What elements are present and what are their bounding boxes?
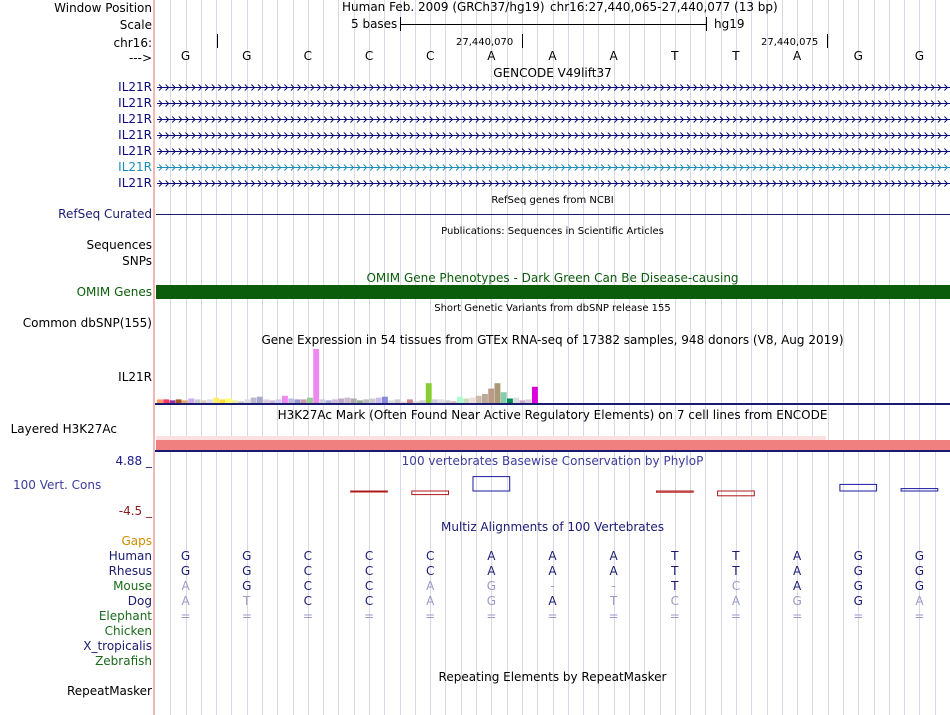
multiz-aligned-base: G <box>914 549 925 563</box>
gencode-transcript-intron[interactable] <box>155 80 950 94</box>
multiz-aligned-base: G <box>853 549 863 563</box>
multiz-aligned-base: A <box>915 594 924 608</box>
gtex-tissue-bar <box>201 400 207 403</box>
gtex-tissue-bar <box>407 399 413 403</box>
base-letter: A <box>609 49 618 63</box>
multiz-aligned-base: G <box>486 594 496 608</box>
multiz-aligned-base: G <box>242 564 252 578</box>
refseq-curated-label[interactable]: RefSeq Curated <box>58 207 152 221</box>
multiz-aligned-base: C <box>364 594 374 608</box>
gtex-tissue-bar <box>395 399 401 403</box>
gtex-tissue-bar <box>182 400 188 403</box>
gtex-tissue-bar <box>345 398 351 403</box>
multiz-aligned-base: A <box>487 549 496 563</box>
multiz-aligned-base: = <box>486 609 497 623</box>
multiz-aligned-base: A <box>181 594 190 608</box>
gtex-tissue-bar <box>363 399 369 403</box>
gtex-tissue-bar <box>282 396 288 403</box>
multiz-aligned-base: A <box>793 549 802 563</box>
multiz-aligned-base: A <box>793 564 802 578</box>
gtex-tissue-bar <box>513 398 519 403</box>
h3k27ac-label[interactable]: Layered H3K27Ac <box>10 422 117 436</box>
multiz-aligned-base: = <box>364 609 375 623</box>
gtex-tissue-bar <box>451 401 457 403</box>
phylop-score-mark <box>473 477 510 491</box>
multiz-aligned-base: G <box>242 579 252 593</box>
multiz-aligned-base: C <box>425 549 435 563</box>
gencode-transcript-intron[interactable] <box>155 128 950 142</box>
gtex-tissue-bar <box>420 400 426 403</box>
gtex-tissue-bar <box>288 399 294 404</box>
gencode-transcript-label[interactable]: IL21R <box>118 96 152 110</box>
gtex-tissue-bar <box>438 399 444 403</box>
scale-text: 5 bases <box>351 17 398 31</box>
multiz-aligned-base: = <box>608 609 619 623</box>
gtex-tissue-bar <box>520 400 526 403</box>
multiz-aligned-base: A <box>426 579 435 593</box>
gtex-tissue-bar <box>488 389 494 403</box>
multiz-species-label[interactable]: Dog <box>127 594 152 608</box>
multiz-track-title[interactable]: Multiz Alignments of 100 Vertebrates <box>440 520 665 534</box>
multiz-aligned-base: T <box>609 594 618 608</box>
gtex-tissue-bar <box>532 387 538 403</box>
gtex-tissue-bar <box>526 399 532 403</box>
gtex-tissue-bar <box>332 399 338 403</box>
multiz-aligned-base: = <box>792 609 803 623</box>
multiz-species-label[interactable]: X_tropicalis <box>83 639 152 653</box>
gtex-baseline <box>155 403 950 405</box>
multiz-aligned-base: = <box>730 609 741 623</box>
gtex-gene-label[interactable]: IL21R <box>118 370 152 384</box>
phylop-score-mark <box>412 491 449 495</box>
base-letter: C <box>303 49 313 63</box>
multiz-aligned-base: G <box>914 579 925 593</box>
gencode-transcript-intron[interactable] <box>155 160 950 174</box>
phylop-score-mark <box>657 491 694 492</box>
multiz-aligned-base: A <box>609 564 618 578</box>
base-letter: G <box>914 49 925 63</box>
multiz-aligned-base: T <box>671 579 679 593</box>
multiz-aligned-base: A <box>793 579 802 593</box>
multiz-aligned-base: T <box>671 564 679 578</box>
gtex-tissue-bar <box>457 397 463 403</box>
gtex-tissue-bar <box>245 399 251 403</box>
publications-track-title[interactable]: Publications: Sequences in Scientific Articles <box>441 226 664 237</box>
base-letter: T <box>671 49 679 63</box>
base-letter: A <box>793 49 802 63</box>
gtex-tissue-bar <box>176 399 182 403</box>
multiz-aligned-base: = <box>302 609 313 623</box>
gtex-tissue-bar <box>326 400 332 403</box>
gtex-tissue-bar <box>376 398 382 403</box>
gencode-transcript-label[interactable]: IL21R <box>118 128 152 142</box>
base-letter: G <box>242 49 252 63</box>
phylop-conservation-chart[interactable] <box>155 468 950 518</box>
coord-tick <box>217 34 218 48</box>
gencode-transcript-intron[interactable] <box>155 176 950 190</box>
multiz-aligned-base: A <box>548 594 557 608</box>
gencode-transcript-label[interactable]: IL21R <box>118 160 152 174</box>
strand-label: ---> <box>128 51 152 65</box>
repeatmasker-label[interactable]: RepeatMasker <box>66 684 152 698</box>
multiz-aligned-base: G <box>853 564 863 578</box>
gtex-tissue-bar <box>470 398 476 403</box>
snps-label[interactable]: SNPs <box>122 254 152 268</box>
multiz-aligned-base: T <box>732 549 740 563</box>
multiz-aligned-base: = <box>853 609 864 623</box>
scale-bar <box>400 17 707 31</box>
gtex-tissue-bar <box>382 397 388 403</box>
repeatmasker-track-title[interactable]: Repeating Elements by RepeatMasker <box>438 670 667 684</box>
gencode-transcript-label[interactable]: IL21R <box>118 112 152 126</box>
phylop-score-mark <box>840 484 877 491</box>
gtex-tissue-bar <box>476 396 482 403</box>
multiz-aligned-base: C <box>364 549 374 563</box>
gtex-tissue-bar <box>263 399 269 403</box>
assembly-text: Human Feb. 2009 (GRCh37/hg19) <box>342 0 545 14</box>
multiz-aligned-base: - <box>550 579 555 593</box>
phylop-track-title[interactable]: 100 vertebrates Basewise Conservation by PhyloP <box>401 454 704 468</box>
gtex-tissue-bar <box>401 401 407 403</box>
gtex-expression-chart[interactable] <box>155 345 950 405</box>
gtex-track-title[interactable]: Gene Expression in 54 tissues from GTEx RNA-seq of 17382 samples, 948 donors (V8, Aug 2019) <box>261 333 844 347</box>
phylop-score-mark <box>718 491 755 496</box>
multiz-aligned-base: = <box>425 609 436 623</box>
gtex-tissue-bar <box>213 398 219 403</box>
multiz-aligned-base: C <box>303 579 313 593</box>
multiz-aligned-base: C <box>303 594 313 608</box>
multiz-aligned-base: = <box>180 609 191 623</box>
multiz-aligned-base: C <box>303 564 313 578</box>
gtex-tissue-bar <box>507 399 513 404</box>
multiz-aligned-base: G <box>914 564 925 578</box>
gtex-tissue-bar <box>276 399 282 403</box>
gtex-tissue-bar <box>220 399 226 403</box>
gencode-transcript-label[interactable]: IL21R <box>118 144 152 158</box>
multiz-aligned-base: A <box>181 579 190 593</box>
phylop-score-mark <box>351 491 388 492</box>
multiz-aligned-base: C <box>364 564 374 578</box>
base-letter: A <box>548 49 557 63</box>
gtex-tissue-bar <box>226 399 232 404</box>
track-divider <box>155 450 950 452</box>
dbsnp-label[interactable]: Common dbSNP(155) <box>22 316 152 330</box>
refseq-gene-line[interactable] <box>156 214 950 215</box>
coord-label: 27,440,075 <box>761 37 819 48</box>
gtex-tissue-bar <box>357 400 363 403</box>
gtex-tissue-bar <box>257 397 263 403</box>
gtex-tissue-bar <box>338 399 344 404</box>
multiz-aligned-base: T <box>243 594 251 608</box>
multiz-aligned-base: A <box>609 549 618 563</box>
gtex-tissue-bar <box>388 400 394 403</box>
gtex-tissue-bar <box>370 399 376 404</box>
gencode-track-title[interactable]: GENCODE V49lift37 <box>493 66 612 80</box>
multiz-aligned-base: T <box>671 549 679 563</box>
gaps-label[interactable]: Gaps <box>121 534 152 548</box>
gtex-tissue-bar <box>163 399 169 403</box>
gtex-tissue-bar <box>170 400 176 403</box>
gtex-tissue-bar <box>445 400 451 403</box>
multiz-aligned-base: A <box>548 549 557 563</box>
multiz-aligned-base: C <box>364 579 374 593</box>
scale-label: Scale <box>119 18 152 32</box>
gtex-tissue-bar <box>207 399 213 403</box>
gtex-tissue-bar <box>482 394 488 403</box>
gtex-tissue-bar <box>270 400 276 403</box>
gtex-tissue-bar <box>413 401 419 403</box>
gtex-tissue-bar <box>432 399 438 403</box>
gencode-transcript-intron[interactable] <box>155 96 950 110</box>
multiz-aligned-base: - <box>611 579 616 593</box>
multiz-species-label[interactable]: Rhesus <box>108 564 152 578</box>
multiz-aligned-base: G <box>853 594 863 608</box>
gtex-tissue-bar <box>463 399 469 404</box>
base-letter: G <box>853 49 863 63</box>
db-text: hg19 <box>714 17 745 31</box>
position-text: chr16:27,440,065-27,440,077 (13 bp) <box>550 0 778 14</box>
multiz-species-label[interactable]: Mouse <box>113 579 152 593</box>
dbsnp-track-title[interactable]: Short Genetic Variants from dbSNP release 155 <box>434 303 671 314</box>
window-position-label: Window Position <box>54 1 152 15</box>
omim-track-title[interactable]: OMIM Gene Phenotypes - Dark Green Can Be Disease-causing <box>366 271 739 285</box>
multiz-aligned-base: G <box>792 594 802 608</box>
multiz-aligned-base: C <box>425 564 435 578</box>
gtex-tissue-bar <box>195 399 201 403</box>
phylop-score-mark <box>901 489 938 491</box>
multiz-aligned-base: T <box>732 564 740 578</box>
gtex-tissue-bar <box>313 349 319 403</box>
phylop-min-label: -4.5 _ <box>118 504 152 518</box>
gtex-tissue-bar <box>351 399 357 404</box>
gtex-tissue-bar <box>188 399 194 404</box>
omim-genes-label[interactable]: OMIM Genes <box>76 285 152 299</box>
omim-gene-bar[interactable] <box>156 285 950 299</box>
gtex-tissue-bar <box>238 401 244 403</box>
coord-tick <box>522 34 523 48</box>
multiz-aligned-base: C <box>670 594 679 608</box>
base-letter: C <box>364 49 374 63</box>
multiz-aligned-base: G <box>180 549 191 563</box>
multiz-aligned-base: = <box>669 609 680 623</box>
gtex-tissue-bar <box>495 383 501 403</box>
gtex-tissue-bar <box>232 400 238 403</box>
sequences-label[interactable]: Sequences <box>86 238 152 252</box>
coord-label: 27,440,070 <box>456 37 514 48</box>
coord-tick <box>827 34 828 48</box>
gtex-tissue-bar <box>295 399 301 403</box>
gencode-transcript-intron[interactable] <box>155 112 950 126</box>
chrom-label: chr16: <box>113 36 152 50</box>
refseq-track-title[interactable]: RefSeq genes from NCBI <box>491 195 614 206</box>
gtex-tissue-bar <box>501 392 507 403</box>
multiz-species-label[interactable]: Chicken <box>104 624 152 638</box>
gencode-transcript-intron[interactable] <box>155 144 950 158</box>
multiz-species-label[interactable]: Zebrafish <box>95 654 152 668</box>
multiz-species-label[interactable]: Elephant <box>98 609 152 623</box>
multiz-aligned-base: C <box>303 549 313 563</box>
multiz-aligned-base: = <box>241 609 252 623</box>
multiz-aligned-base: A <box>487 564 496 578</box>
multiz-aligned-base: A <box>548 564 557 578</box>
h3k27ac-signal[interactable] <box>156 440 950 450</box>
gtex-tissue-bar <box>301 399 307 403</box>
gencode-transcript-label[interactable]: IL21R <box>118 80 152 94</box>
multiz-aligned-base: A <box>426 594 435 608</box>
multiz-aligned-base: G <box>853 579 863 593</box>
multiz-aligned-base: C <box>731 579 741 593</box>
multiz-species-label[interactable]: Human <box>108 549 152 563</box>
gtex-tissue-bar <box>251 398 257 403</box>
gtex-tissue-bar <box>157 399 163 403</box>
phylop-max-label: 4.88 _ <box>115 454 152 468</box>
base-letter: C <box>425 49 435 63</box>
multiz-aligned-base: G <box>180 564 191 578</box>
gtex-tissue-bar <box>426 383 432 403</box>
gtex-tissue-bar <box>307 398 313 403</box>
multiz-aligned-base: A <box>731 594 741 608</box>
multiz-aligned-base: = <box>914 609 925 623</box>
multiz-aligned-base: G <box>242 549 252 563</box>
gencode-transcript-label[interactable]: IL21R <box>118 176 152 190</box>
multiz-aligned-base: G <box>486 579 496 593</box>
base-letter: A <box>487 49 496 63</box>
phylop-label[interactable]: 100 Vert. Cons <box>13 478 102 492</box>
base-letter: G <box>180 49 191 63</box>
multiz-aligned-base: = <box>547 609 558 623</box>
h3k27ac-track-title[interactable]: H3K27Ac Mark (Often Found Near Active Regulatory Elements) on 7 cell lines from ENCODE <box>277 408 828 422</box>
gtex-tissue-bar <box>320 399 326 403</box>
base-letter: T <box>732 49 740 63</box>
